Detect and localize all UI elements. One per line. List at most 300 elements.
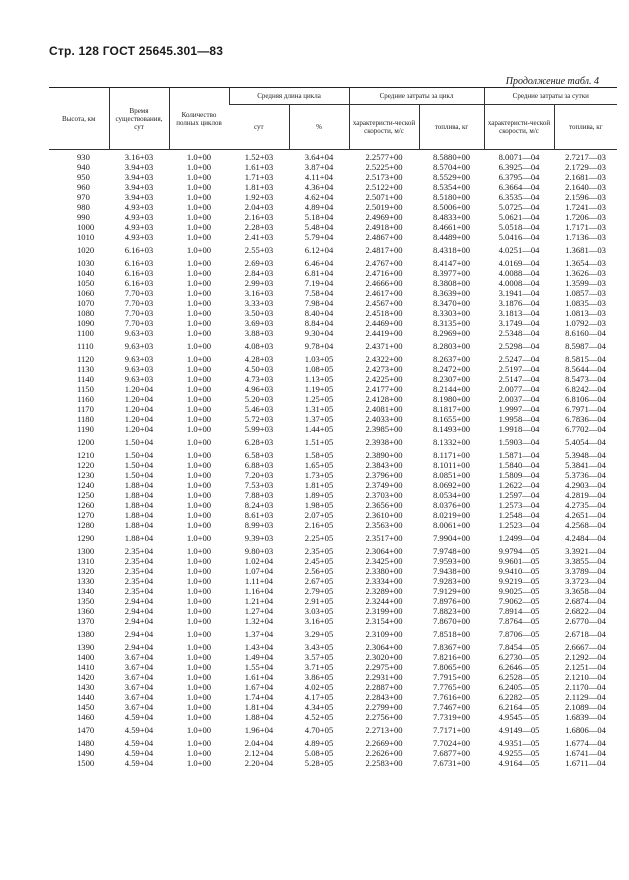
- cell-cycle-char-speed: 2.5173+00: [365, 172, 403, 182]
- cell-cycle-fuel: 8.5529+00: [432, 172, 471, 182]
- cell-cycle-pct: 9.30+04: [304, 328, 334, 338]
- table-row: [49, 404, 617, 414]
- table-row: [49, 278, 617, 288]
- cell-lifetime: 2.35+04: [124, 586, 154, 596]
- cell-revolutions: 1.0+00: [186, 510, 212, 520]
- cell-cycle-sut: 2.69+03: [244, 258, 274, 268]
- cell-cycle-pct: 3.87+04: [304, 162, 334, 172]
- cell-day-fuel: 2.1596—03: [565, 192, 606, 202]
- table-row: [49, 258, 617, 268]
- cell-revolutions: 1.0+00: [186, 424, 212, 434]
- table-row: [49, 318, 617, 328]
- cell-revolutions: 1.0+00: [186, 318, 212, 328]
- cell-cycle-fuel: 7.8518+00: [432, 629, 471, 639]
- cell-cycle-pct: 4.36+04: [304, 182, 334, 192]
- cell-cycle-fuel: 7.7467+00: [432, 702, 471, 712]
- cell-cycle-fuel: 7.6731+00: [432, 758, 471, 768]
- cell-cycle-fuel: 8.1655+00: [432, 414, 471, 424]
- cell-cycle-pct: 1.51+05: [304, 437, 334, 447]
- cell-lifetime: 1.20+04: [124, 384, 154, 394]
- cell-lifetime: 4.93+03: [124, 202, 154, 212]
- cell-cycle-char-speed: 2.2799+00: [365, 702, 403, 712]
- cell-revolutions: 1.0+00: [186, 172, 212, 182]
- cell-altitude: 1220: [77, 460, 95, 470]
- table-header: [49, 88, 617, 150]
- cell-altitude: 1200: [77, 437, 95, 447]
- table-row: [49, 202, 617, 212]
- cell-lifetime: 4.59+04: [124, 725, 154, 735]
- cell-cycle-sut: 2.16+03: [244, 212, 274, 222]
- cell-cycle-pct: 3.64+04: [304, 152, 334, 162]
- cell-cycle-pct: 3.71+05: [304, 662, 334, 672]
- cell-cycle-sut: 2.04+04: [244, 738, 274, 748]
- cell-day-fuel: 2.1129—04: [565, 692, 606, 702]
- cell-cycle-char-speed: 2.2669+00: [365, 738, 403, 748]
- cell-cycle-sut: 1.96+04: [244, 725, 274, 735]
- cell-altitude: 1400: [77, 652, 95, 662]
- table-row: [49, 374, 617, 384]
- cell-cycle-char-speed: 2.3610+00: [365, 510, 403, 520]
- cell-day-char-speed: 1.2597—04: [498, 490, 540, 500]
- table-row: [49, 394, 617, 404]
- cell-cycle-sut: 4.08+03: [244, 341, 274, 351]
- cell-cycle-fuel: 8.0692+00: [432, 480, 471, 490]
- cell-cycle-sut: 1.07+04: [244, 566, 274, 576]
- cell-cycle-fuel: 8.2969+00: [432, 328, 471, 338]
- cell-lifetime: 1.50+04: [124, 437, 154, 447]
- cell-day-fuel: 2.6718—04: [565, 629, 606, 639]
- col-cycle-sut: сут: [229, 105, 289, 150]
- cell-day-fuel: 3.3921—04: [565, 546, 606, 556]
- cell-cycle-char-speed: 2.2577+00: [365, 152, 403, 162]
- cell-cycle-char-speed: 2.4666+00: [365, 278, 403, 288]
- cell-cycle-sut: 6.58+03: [244, 450, 274, 460]
- cell-cycle-sut: 5.46+03: [244, 404, 274, 414]
- cell-cycle-pct: 5.79+04: [304, 232, 334, 242]
- cell-day-fuel: 6.8242—04: [565, 384, 606, 394]
- cell-altitude: 1070: [77, 298, 95, 308]
- cell-lifetime: 4.93+03: [124, 222, 154, 232]
- cell-revolutions: 1.0+00: [186, 682, 212, 692]
- table-row: [49, 672, 617, 682]
- cell-cycle-pct: 4.52+05: [304, 712, 334, 722]
- cell-cycle-fuel: 7.9593+00: [432, 556, 471, 566]
- cell-cycle-pct: 2.16+05: [304, 520, 334, 530]
- cell-cycle-fuel: 8.5880+00: [432, 152, 471, 162]
- cell-cycle-char-speed: 2.4419+00: [365, 328, 403, 338]
- cell-cycle-fuel: 8.4661+00: [432, 222, 471, 232]
- table-row: [49, 692, 617, 702]
- cell-cycle-pct: 5.18+04: [304, 212, 334, 222]
- cell-revolutions: 1.0+00: [186, 460, 212, 470]
- cell-cycle-fuel: 8.4147+00: [432, 258, 471, 268]
- table-body: [49, 150, 617, 769]
- cell-day-fuel: 1.6806—04: [565, 725, 606, 735]
- cell-lifetime: 1.50+04: [124, 470, 154, 480]
- cell-cycle-char-speed: 2.3244+00: [365, 596, 403, 606]
- cell-cycle-pct: 4.70+05: [304, 725, 334, 735]
- cell-cycle-fuel: 8.3470+00: [432, 298, 471, 308]
- cell-altitude: 1090: [77, 318, 95, 328]
- cell-cycle-sut: 2.84+03: [244, 268, 274, 278]
- cell-altitude: 1370: [77, 616, 95, 626]
- cell-lifetime: 7.70+03: [124, 288, 154, 298]
- cell-cycle-char-speed: 2.3064+00: [365, 642, 403, 652]
- cell-altitude: 990: [77, 212, 90, 222]
- cell-day-fuel: 4.2484—04: [565, 533, 606, 543]
- cell-day-char-speed: 4.9351—05: [498, 738, 540, 748]
- table-row: [49, 652, 617, 662]
- cell-revolutions: 1.0+00: [186, 414, 212, 424]
- cell-altitude: 1310: [77, 556, 95, 566]
- cell-day-char-speed: 1.2548—04: [498, 510, 540, 520]
- cell-cycle-char-speed: 2.3334+00: [365, 576, 403, 586]
- cell-lifetime: 3.67+04: [124, 672, 154, 682]
- cell-altitude: 1460: [77, 712, 95, 722]
- cell-revolutions: 1.0+00: [186, 520, 212, 530]
- cell-day-char-speed: 1.9918—04: [498, 424, 540, 434]
- cell-cycle-char-speed: 2.4033+00: [365, 414, 403, 424]
- table-continuation-label: Продолжение табл. 4: [505, 76, 599, 87]
- cell-cycle-sut: 6.28+03: [244, 437, 274, 447]
- cell-altitude: 1260: [77, 500, 95, 510]
- cell-lifetime: 1.88+04: [124, 510, 154, 520]
- table-row: [49, 222, 617, 232]
- cell-cycle-pct: 6.81+04: [304, 268, 334, 278]
- cell-day-char-speed: 6.2730—05: [498, 652, 540, 662]
- cell-cycle-pct: 3.86+05: [304, 672, 334, 682]
- cell-cycle-pct: 8.40+04: [304, 308, 334, 318]
- cell-cycle-pct: 2.07+05: [304, 510, 334, 520]
- table-row: [49, 546, 617, 556]
- cell-lifetime: 1.88+04: [124, 480, 154, 490]
- cell-cycle-sut: 5.72+03: [244, 414, 274, 424]
- table-row: [49, 338, 617, 354]
- cell-cycle-fuel: 8.2637+00: [432, 354, 471, 364]
- cell-day-char-speed: 3.1876—04: [498, 298, 540, 308]
- cell-altitude: 1020: [77, 245, 95, 255]
- table-row: [49, 414, 617, 424]
- cell-cycle-sut: 3.16+03: [244, 288, 274, 298]
- cell-day-char-speed: 3.1749—04: [498, 318, 540, 328]
- cell-day-fuel: 2.6822—04: [565, 606, 606, 616]
- cell-cycle-char-speed: 2.4322+00: [365, 354, 403, 364]
- cell-cycle-fuel: 7.9904+00: [432, 533, 471, 543]
- table-row: [49, 722, 617, 738]
- cell-revolutions: 1.0+00: [186, 341, 212, 351]
- cell-cycle-fuel: 7.9438+00: [432, 566, 471, 576]
- cell-revolutions: 1.0+00: [186, 308, 212, 318]
- table-row: [49, 702, 617, 712]
- cell-day-fuel: 4.2651—04: [565, 510, 606, 520]
- cell-cycle-fuel: 8.1980+00: [432, 394, 471, 404]
- cell-cycle-fuel: 8.1332+00: [432, 437, 471, 447]
- cell-lifetime: 4.59+04: [124, 712, 154, 722]
- cell-cycle-pct: 1.13+05: [304, 374, 334, 384]
- cell-lifetime: 3.94+03: [124, 172, 154, 182]
- cell-cycle-char-speed: 2.3289+00: [365, 586, 403, 596]
- cell-cycle-fuel: 8.3135+00: [432, 318, 471, 328]
- cell-cycle-fuel: 7.9748+00: [432, 546, 471, 556]
- cell-day-fuel: 1.3654—03: [565, 258, 606, 268]
- cell-cycle-sut: 1.71+03: [244, 172, 274, 182]
- cell-cycle-fuel: 7.9283+00: [432, 576, 471, 586]
- cell-day-fuel: 1.3681—03: [565, 245, 606, 255]
- cell-altitude: 1230: [77, 470, 95, 480]
- cell-day-char-speed: 5.0416—04: [498, 232, 540, 242]
- cell-cycle-pct: 7.19+04: [304, 278, 334, 288]
- data-table: [49, 87, 617, 768]
- cell-altitude: 1300: [77, 546, 95, 556]
- cell-revolutions: 1.0+00: [186, 758, 212, 768]
- cell-altitude: 940: [77, 162, 90, 172]
- cell-cycle-pct: 3.57+05: [304, 652, 334, 662]
- cell-cycle-char-speed: 2.3563+00: [365, 520, 403, 530]
- cell-cycle-fuel: 7.7765+00: [432, 682, 471, 692]
- cell-cycle-char-speed: 2.4617+00: [365, 288, 403, 298]
- cell-revolutions: 1.0+00: [186, 450, 212, 460]
- cell-day-fuel: 5.4054—04: [565, 437, 606, 447]
- cell-cycle-fuel: 8.1493+00: [432, 424, 471, 434]
- cell-altitude: 1080: [77, 308, 95, 318]
- cell-day-fuel: 1.7136—03: [565, 232, 606, 242]
- cell-cycle-char-speed: 2.5225+00: [365, 162, 403, 172]
- cell-revolutions: 1.0+00: [186, 394, 212, 404]
- cell-cycle-sut: 1.27+04: [244, 606, 274, 616]
- cell-revolutions: 1.0+00: [186, 629, 212, 639]
- cell-revolutions: 1.0+00: [186, 278, 212, 288]
- cell-revolutions: 1.0+00: [186, 328, 212, 338]
- cell-day-char-speed: 5.0725—04: [498, 202, 540, 212]
- cell-cycle-char-speed: 2.2713+00: [365, 725, 403, 735]
- cell-day-fuel: 1.3626—03: [565, 268, 606, 278]
- cell-revolutions: 1.0+00: [186, 556, 212, 566]
- table-row: [49, 450, 617, 460]
- cell-altitude: 1500: [77, 758, 95, 768]
- cell-day-char-speed: 1.2499—04: [498, 533, 540, 543]
- cell-altitude: 1360: [77, 606, 95, 616]
- cell-cycle-sut: 9.39+03: [244, 533, 274, 543]
- cell-cycle-pct: 2.35+05: [304, 546, 334, 556]
- cell-cycle-fuel: 8.2803+00: [432, 341, 471, 351]
- cell-cycle-sut: 1.81+03: [244, 182, 274, 192]
- cell-cycle-char-speed: 2.3109+00: [365, 629, 403, 639]
- cell-cycle-pct: 6.12+04: [304, 245, 334, 255]
- cell-revolutions: 1.0+00: [186, 404, 212, 414]
- table-row: [49, 384, 617, 394]
- cell-day-fuel: 5.3948—04: [565, 450, 606, 460]
- cell-revolutions: 1.0+00: [186, 202, 212, 212]
- cell-day-char-speed: 1.5840—04: [498, 460, 540, 470]
- cell-cycle-sut: 7.88+03: [244, 490, 274, 500]
- cell-cycle-sut: 2.28+03: [244, 222, 274, 232]
- table-row: [49, 150, 617, 163]
- cell-day-fuel: 5.3841—04: [565, 460, 606, 470]
- cell-revolutions: 1.0+00: [186, 364, 212, 374]
- cell-cycle-sut: 4.28+03: [244, 354, 274, 364]
- cell-revolutions: 1.0+00: [186, 222, 212, 232]
- cell-day-fuel: 1.6711—04: [565, 758, 606, 768]
- cell-lifetime: 1.20+04: [124, 414, 154, 424]
- cell-cycle-fuel: 8.2307+00: [432, 374, 471, 384]
- table-row: [49, 758, 617, 768]
- cell-day-char-speed: 1.2573—04: [498, 500, 540, 510]
- cell-cycle-sut: 1.92+03: [244, 192, 274, 202]
- table-row: [49, 520, 617, 530]
- table-row: [49, 738, 617, 748]
- cell-revolutions: 1.0+00: [186, 596, 212, 606]
- cell-altitude: 1030: [77, 258, 95, 268]
- cell-cycle-sut: 8.99+03: [244, 520, 274, 530]
- table-row: [49, 460, 617, 470]
- table-row: [49, 172, 617, 182]
- cell-day-char-speed: 6.3535—04: [498, 192, 540, 202]
- cell-revolutions: 1.0+00: [186, 546, 212, 556]
- cell-altitude: 1180: [77, 414, 94, 424]
- cell-day-char-speed: 6.2646—05: [498, 662, 540, 672]
- cell-altitude: 1110: [77, 341, 94, 351]
- cell-lifetime: 4.93+03: [124, 232, 154, 242]
- cell-cycle-sut: 9.80+03: [244, 546, 274, 556]
- cell-cycle-pct: 5.28+05: [304, 758, 334, 768]
- table-row: [49, 424, 617, 434]
- cell-cycle-fuel: 8.4318+00: [432, 245, 471, 255]
- cell-cycle-pct: 2.25+05: [304, 533, 334, 543]
- cell-altitude: 970: [77, 192, 90, 202]
- cell-revolutions: 1.0+00: [186, 354, 212, 364]
- cell-revolutions: 1.0+00: [186, 702, 212, 712]
- table-row: [49, 510, 617, 520]
- cell-cycle-sut: 2.12+04: [244, 748, 274, 758]
- cell-cycle-char-speed: 2.3425+00: [365, 556, 403, 566]
- cell-lifetime: 9.63+03: [124, 374, 154, 384]
- cell-day-fuel: 2.1089—04: [565, 702, 606, 712]
- cell-lifetime: 4.93+03: [124, 212, 154, 222]
- cell-lifetime: 2.94+04: [124, 629, 154, 639]
- cell-day-fuel: 6.7836—04: [565, 414, 606, 424]
- cell-day-fuel: 1.6741—04: [565, 748, 606, 758]
- cell-cycle-char-speed: 2.3796+00: [365, 470, 403, 480]
- col-day-char-speed: характеристи-ческой скорости, м/с: [484, 105, 554, 150]
- cell-cycle-fuel: 7.8976+00: [432, 596, 471, 606]
- col-group-avg-cost-cycle: Средние затраты за цикл: [349, 88, 484, 105]
- cell-cycle-char-speed: 2.2975+00: [365, 662, 403, 672]
- cell-lifetime: 4.59+04: [124, 738, 154, 748]
- cell-lifetime: 2.94+04: [124, 642, 154, 652]
- cell-altitude: 1380: [77, 629, 95, 639]
- cell-cycle-pct: 7.58+04: [304, 288, 334, 298]
- cell-revolutions: 1.0+00: [186, 500, 212, 510]
- cell-lifetime: 1.50+04: [124, 450, 154, 460]
- cell-revolutions: 1.0+00: [186, 533, 212, 543]
- cell-day-char-speed: 9.9219—05: [498, 576, 540, 586]
- cell-altitude: 1060: [77, 288, 95, 298]
- cell-day-fuel: 6.7971—04: [565, 404, 606, 414]
- table-row: [49, 626, 617, 642]
- cell-day-char-speed: 7.9062—05: [498, 596, 540, 606]
- cell-cycle-sut: 1.55+04: [244, 662, 274, 672]
- cell-day-fuel: 8.5815—04: [565, 354, 606, 364]
- cell-revolutions: 1.0+00: [186, 232, 212, 242]
- cell-day-char-speed: 4.9255—05: [498, 748, 540, 758]
- cell-cycle-sut: 1.11+04: [244, 576, 274, 586]
- cell-day-char-speed: 2.0037—04: [498, 394, 540, 404]
- cell-cycle-sut: 4.96+03: [244, 384, 274, 394]
- cell-cycle-sut: 3.50+03: [244, 308, 274, 318]
- cell-day-fuel: 2.1729—03: [565, 162, 606, 172]
- cell-altitude: 1050: [77, 278, 95, 288]
- cell-cycle-sut: 1.32+04: [244, 616, 274, 626]
- cell-day-char-speed: 2.5147—04: [498, 374, 540, 384]
- cell-cycle-pct: 3.29+05: [304, 629, 334, 639]
- table-row: [49, 642, 617, 652]
- cell-cycle-char-speed: 2.3938+00: [365, 437, 403, 447]
- cell-cycle-char-speed: 2.4767+00: [365, 258, 403, 268]
- cell-day-char-speed: 9.9025—05: [498, 586, 540, 596]
- cell-cycle-pct: 3.03+05: [304, 606, 334, 616]
- cell-cycle-sut: 5.20+03: [244, 394, 274, 404]
- cell-cycle-sut: 4.50+03: [244, 364, 274, 374]
- cell-lifetime: 2.94+04: [124, 606, 154, 616]
- cell-day-fuel: 1.7206—03: [565, 212, 606, 222]
- cell-altitude: 1340: [77, 586, 95, 596]
- cell-cycle-pct: 4.02+05: [304, 682, 334, 692]
- table-row: [49, 298, 617, 308]
- cell-altitude: 1150: [77, 384, 94, 394]
- table-row: [49, 364, 617, 374]
- cell-revolutions: 1.0+00: [186, 725, 212, 735]
- cell-cycle-sut: 2.99+03: [244, 278, 274, 288]
- cell-altitude: 1280: [77, 520, 95, 530]
- cell-cycle-fuel: 8.3977+00: [432, 268, 471, 278]
- cell-lifetime: 3.67+04: [124, 682, 154, 692]
- cell-altitude: 950: [77, 172, 90, 182]
- cell-cycle-sut: 1.49+04: [244, 652, 274, 662]
- table-row: [49, 232, 617, 242]
- cell-day-char-speed: 1.9997—04: [498, 404, 540, 414]
- cell-cycle-fuel: 8.0534+00: [432, 490, 471, 500]
- cell-altitude: 1270: [77, 510, 95, 520]
- cell-cycle-fuel: 8.5704+00: [432, 162, 471, 172]
- cell-day-fuel: 2.6874—04: [565, 596, 606, 606]
- cell-revolutions: 1.0+00: [186, 374, 212, 384]
- cell-cycle-fuel: 8.2472+00: [432, 364, 471, 374]
- cell-day-fuel: 1.6774—04: [565, 738, 606, 748]
- cell-day-char-speed: 9.9601—05: [498, 556, 540, 566]
- cell-cycle-fuel: 7.9129+00: [432, 586, 471, 596]
- cell-cycle-fuel: 7.7171+00: [432, 725, 471, 735]
- cell-lifetime: 3.67+04: [124, 692, 154, 702]
- table-row: [49, 616, 617, 626]
- cell-revolutions: 1.0+00: [186, 182, 212, 192]
- cell-day-fuel: 1.7171—03: [565, 222, 606, 232]
- cell-revolutions: 1.0+00: [186, 576, 212, 586]
- cell-cycle-fuel: 7.7319+00: [432, 712, 471, 722]
- cell-day-fuel: 3.3789—04: [565, 566, 606, 576]
- cell-cycle-char-speed: 2.2583+00: [365, 758, 403, 768]
- cell-cycle-fuel: 8.1171+00: [433, 450, 470, 460]
- cell-cycle-fuel: 7.8823+00: [432, 606, 471, 616]
- cell-cycle-fuel: 7.8670+00: [432, 616, 471, 626]
- cell-day-char-speed: 4.0251—04: [498, 245, 540, 255]
- cell-cycle-pct: 1.81+05: [304, 480, 334, 490]
- table-row: [49, 470, 617, 480]
- cell-lifetime: 2.35+04: [124, 576, 154, 586]
- cell-altitude: 1320: [77, 566, 95, 576]
- table-row: [49, 662, 617, 672]
- cell-cycle-sut: 1.43+04: [244, 642, 274, 652]
- cell-day-char-speed: 7.8706—05: [498, 629, 540, 639]
